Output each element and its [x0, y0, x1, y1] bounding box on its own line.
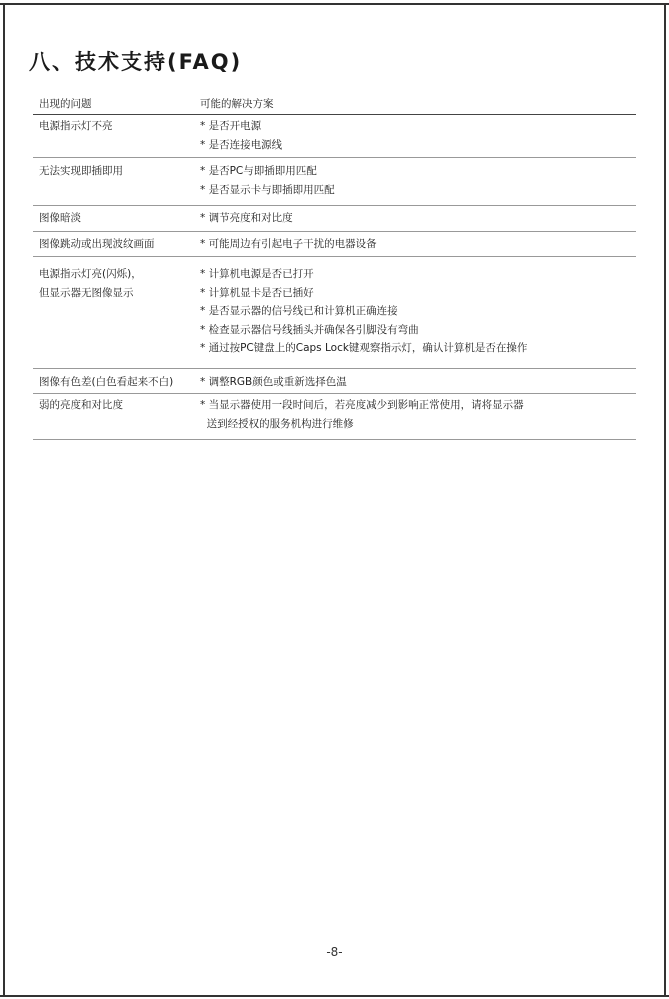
faq-table	[33, 96, 636, 440]
problem-cell	[33, 209, 200, 228]
problem-column-header: 出现的问题	[39, 98, 92, 110]
page-border-left	[3, 3, 5, 997]
faq-row	[33, 257, 636, 369]
faq-table-header	[33, 96, 636, 115]
problem-cell	[33, 396, 200, 433]
page-number: -8-	[326, 945, 343, 959]
faq-row	[33, 394, 636, 440]
problem-text: 无法实现即插即用	[39, 165, 123, 177]
problem-cell	[33, 373, 200, 392]
solution-text: * 计算机显卡是否已插好	[200, 286, 314, 299]
solution-cell	[200, 396, 636, 433]
faq-row	[33, 232, 636, 258]
solution-text: * 是否显示器的信号线已和计算机正确连接	[200, 305, 398, 317]
solution-text: * 通过按PC键盘上的Caps Lock键观察指示灯，确认计算机是否在操作	[200, 342, 528, 354]
solution-cell	[200, 235, 636, 254]
solution-text: * 调整RGB颜色或重新选择色温	[200, 375, 347, 388]
faq-row	[33, 158, 636, 206]
solution-cell	[200, 209, 636, 228]
solution-text: * 可能周边有引起电子干扰的电器设备	[200, 237, 377, 250]
solution-cell	[200, 265, 636, 358]
problem-text: 图像暗淡	[39, 212, 81, 224]
problem-text: 电源指示灯亮(闪烁)，	[39, 268, 142, 280]
solution-cell	[200, 373, 636, 392]
solution-text: * 是否PC与即插即用匹配	[200, 165, 317, 177]
solution-text: * 计算机电源是否已打开	[200, 268, 314, 280]
problem-cell	[33, 235, 200, 254]
solution-cell	[200, 162, 636, 199]
faq-row	[33, 369, 636, 395]
problem-text: 电源指示灯不亮	[39, 120, 113, 132]
solution-text: * 检查显示器信号线插头并确保各引脚没有弯曲	[200, 323, 419, 336]
solution-cell	[200, 117, 636, 154]
solution-text: * 是否开电源	[200, 120, 262, 132]
problem-text: 图像有色差(白色看起来不白)	[39, 375, 174, 388]
solution-text: * 当显示器使用一段时间后，若亮度减少到影响正常使用，请将显示器	[200, 399, 524, 411]
problem-text: 但显示器无图像显示	[39, 286, 134, 299]
solution-text: 送到经授权的服务机构进行维修	[200, 417, 354, 430]
problem-text: 图像跳动或出现波纹画面	[39, 237, 155, 250]
faq-row	[33, 115, 636, 158]
page-border-right	[664, 3, 666, 997]
problem-cell	[33, 162, 200, 199]
page-border-bottom	[0, 995, 669, 997]
problem-text: 弱的亮度和对比度	[39, 399, 123, 411]
solution-text: * 调节亮度和对比度	[200, 212, 293, 224]
page-border-top	[0, 3, 669, 5]
problem-cell	[33, 117, 200, 154]
solution-text: * 是否显示卡与即插即用匹配	[200, 183, 335, 196]
solution-column-header: 可能的解决方案	[200, 98, 274, 110]
faq-row	[33, 206, 636, 232]
problem-cell	[33, 265, 200, 358]
page-title: 八、技术支持(FAQ)	[29, 50, 243, 74]
solution-text: * 是否连接电源线	[200, 138, 283, 151]
